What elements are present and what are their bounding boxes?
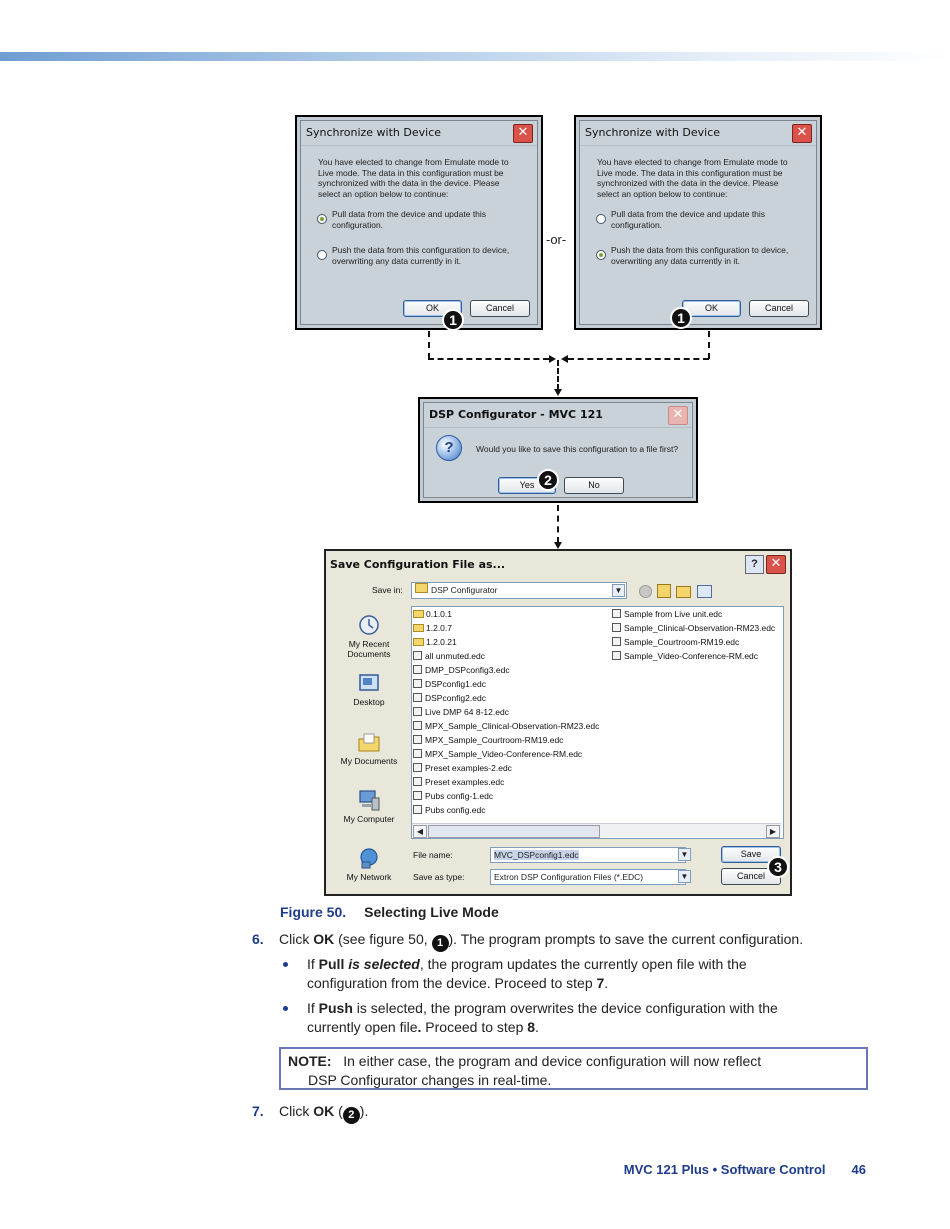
file-name: DSPconfig1.edc [425,679,486,689]
file-name: Sample from Live unit.edc [624,609,723,619]
option-push-label: Push the data from this configuration to device, overwriting any data currently in it. [611,245,789,266]
scroll-right-icon[interactable]: ▶ [766,825,780,838]
cancel-button[interactable]: Cancel [749,300,809,317]
file-name: Live DMP 64 8-12.edc [425,707,509,717]
radio-push[interactable] [317,250,327,260]
text: currently open file [307,1019,418,1035]
file-name: MPX_Sample_Video-Conference-RM.edc [425,749,583,759]
file-name: Sample_Video-Conference-RM.edc [624,651,759,661]
bullet-push-text [307,999,778,1037]
file-name-input[interactable] [490,847,686,863]
text: is selected, the program overwrites the device configuration with the [352,1000,778,1016]
views-menu-icon[interactable] [697,585,712,598]
or-label: -or- [546,232,567,247]
step-ref: 7 [596,975,605,991]
note-box [279,1047,868,1090]
question-icon: ? [436,435,462,461]
place-label: My Network [346,872,392,882]
note-label: NOTE: [288,1053,332,1069]
dialog-title: Save Configuration File as... [330,558,506,571]
chevron-down-icon[interactable]: ▼ [678,870,691,883]
connector-line [428,331,430,359]
no-button[interactable]: No [564,477,624,494]
file-item[interactable] [413,735,563,746]
close-icon[interactable]: ✕ [513,124,533,143]
page-footer [624,1162,866,1177]
file-item[interactable] [612,651,758,662]
file-item[interactable] [413,693,486,704]
place-my-network[interactable] [337,847,401,882]
page-number: 46 [851,1162,866,1177]
text: configuration from the device. Proceed to step [307,975,597,991]
sync-dialog-pull [295,115,543,330]
file-name: 0.1.0.1 [426,609,452,619]
file-name: Pubs config-1.edc [425,791,494,801]
step-number: 6. [252,931,264,947]
dialog-message: Would you like to save this configuration to a file first? [476,444,679,454]
file-name: Preset examples.edc [425,777,505,787]
connector-line [568,358,709,360]
file-item[interactable] [413,749,582,760]
file-icon [413,777,422,786]
file-icon [413,651,422,660]
radio-pull[interactable] [317,214,327,224]
place-my-documents[interactable] [337,731,401,766]
bullet [283,962,288,967]
dialog-message: You have elected to change from Emulate mode to Live mode. The data in this configuration must be synchronized with the data in the device. Please select an option below to continue: [597,157,788,199]
close-icon[interactable]: ✕ [668,406,688,425]
close-icon[interactable]: ✕ [766,555,786,574]
save-in-select[interactable] [411,582,627,599]
callout-1: 1 [442,309,464,331]
push-bold: Push [318,1000,353,1016]
file-name: Sample_Courtroom-RM19.edc [624,637,740,647]
text: . [417,1019,422,1035]
folder-icon [413,624,424,632]
ok-bold: OK [313,931,335,947]
recent-documents-icon [357,614,381,636]
file-icon [413,693,422,702]
save-type-label: Save as type: [413,872,465,882]
new-folder-icon[interactable] [676,586,691,598]
dialog-title: Synchronize with Device [580,121,816,146]
dialog-message: You have elected to change from Emulate mode to Live mode. The data in this configuration must be synchronized with the data in the device. Please select an option below to continue: [318,157,509,199]
file-name: Sample_Clinical-Observation-RM23.edc [624,623,776,633]
help-button[interactable]: ? [745,555,764,574]
text: Click [279,1103,314,1119]
file-icon [612,623,621,632]
folder-item[interactable] [413,637,457,648]
cancel-button[interactable]: Cancel [721,868,781,885]
step-6-text [279,930,803,952]
step-ref: 8 [527,1019,536,1035]
file-name: Preset examples-2.edc [425,763,512,773]
save-type-value: Extron DSP Configuration Files (*.EDC) [494,872,644,882]
bullet-pull-text [307,955,747,993]
save-in-label: Save in: [372,585,403,595]
callout-3: 3 [767,856,789,878]
callout-1: 1 [432,935,449,952]
close-icon[interactable]: ✕ [792,124,812,143]
footer-title: MVC 121 Plus • Software Control [623,1162,826,1177]
text: ). The program prompts to save the current configuration. [448,931,804,947]
radio-pull[interactable] [596,214,606,224]
pull-bold: Pull [318,956,345,972]
place-label: My Recent Documents [347,639,391,659]
note-line2: DSP Configurator changes in real-time. [308,1072,552,1088]
file-item[interactable] [413,651,485,662]
figure-caption [280,904,499,920]
file-name: MPX_Sample_Courtroom-RM19.edc [425,735,564,745]
figure-number: Figure 50. [280,904,347,920]
file-icon [612,651,621,660]
ok-button[interactable]: OK [403,300,462,317]
file-name: 1.2.0.21 [426,637,457,647]
file-icon [612,609,621,618]
text: Click [279,931,314,947]
folder-icon [413,610,424,618]
cancel-button[interactable]: Cancel [470,300,530,317]
save-type-select[interactable] [490,869,686,885]
save-in-value: DSP Configurator [431,585,498,595]
place-my-computer[interactable] [337,789,401,824]
file-name: MPX_Sample_Clinical-Observation-RM23.edc [425,721,600,731]
connector-line [557,360,559,390]
option-push-label: Push the data from this configuration to device, overwriting any data currently in it. [332,245,510,266]
text: . [604,975,609,991]
file-icon [413,805,422,814]
back-icon[interactable] [639,585,652,598]
file-name: Pubs config.edc [425,805,486,815]
scroll-left-icon[interactable]: ◀ [413,825,427,838]
file-item[interactable] [413,763,512,774]
file-name-value: MVC_DSPconfig1.edc [494,850,579,860]
figure-title: Selecting Live Mode [364,904,499,920]
file-name-label: File name: [413,850,453,860]
connector-line [428,358,549,360]
my-documents-icon [357,731,381,753]
file-icon [413,665,422,674]
file-icon [413,763,422,772]
option-pull-label: Pull data from the device and update this configuration. [611,209,766,230]
step-7-text [279,1102,368,1124]
file-item[interactable] [413,791,493,802]
yes-button[interactable]: Yes [498,477,556,494]
text: Proceed to step [421,1019,528,1035]
callout-1: 1 [670,307,692,329]
folder-icon [415,583,428,593]
text: (see figure 50, [334,931,432,947]
chevron-down-icon[interactable]: ▼ [612,584,625,597]
chevron-down-icon[interactable]: ▼ [678,848,691,861]
file-item[interactable] [612,609,722,620]
sync-dialog-push [574,115,822,330]
file-item[interactable] [612,623,775,634]
place-label: Desktop [353,697,385,707]
dsp-save-prompt-dialog [418,397,698,503]
file-item[interactable] [413,721,599,732]
file-icon [413,749,422,758]
ok-button[interactable]: OK [682,300,741,317]
text: If [307,956,319,972]
file-icon [413,707,422,716]
up-folder-icon[interactable] [657,584,671,598]
file-item[interactable] [413,777,504,788]
bullet [283,1006,288,1011]
step-number: 7. [252,1103,264,1119]
scroll-thumb[interactable] [428,825,600,838]
file-item[interactable] [413,665,510,676]
file-name: DMP_DSPconfig3.edc [425,665,510,675]
place-my-recent-documents[interactable] [337,614,401,659]
file-name: 1.2.0.7 [426,623,452,633]
text: , the program updates the currently open file with the [419,956,747,972]
folder-item[interactable] [413,609,452,620]
place-label: My Computer [343,814,395,824]
callout-2: 2 [537,469,559,491]
file-icon [413,721,422,730]
arrow-left-icon [561,355,568,363]
place-desktop[interactable] [337,672,401,707]
radio-push[interactable] [596,250,606,260]
arrow-down-icon [554,389,562,396]
file-icon [413,735,422,744]
my-network-icon [357,847,381,869]
folder-icon [413,638,424,646]
file-name: all unmuted.edc [425,651,486,661]
folder-item[interactable] [413,623,452,634]
file-icon [612,637,621,646]
option-pull-label: Pull data from the device and update this configuration. [332,209,487,230]
connector-line [557,505,559,543]
place-label: My Documents [340,756,398,766]
dialog-title: DSP Configurator - MVC 121 [424,403,692,428]
file-item[interactable] [413,805,485,816]
text: If [307,1000,319,1016]
callout-2: 2 [343,1107,360,1124]
text: . [535,1019,539,1035]
text: ). [359,1103,369,1119]
is-selected-bold: is selected [348,956,420,972]
dialog-title: Synchronize with Device [301,121,537,146]
file-item[interactable] [612,637,739,648]
horizontal-scrollbar[interactable] [412,823,781,837]
connector-line [708,331,710,359]
ok-bold: OK [313,1103,335,1119]
file-icon [413,791,422,800]
file-item[interactable] [413,707,509,718]
my-computer-icon [357,789,381,811]
text: ( [334,1103,343,1119]
header-color-bar [0,52,950,61]
file-icon [413,679,422,688]
save-button[interactable]: Save [721,846,781,863]
arrow-down-icon [554,542,562,549]
arrow-right-icon [549,355,556,363]
file-item[interactable] [413,679,486,690]
note-line1: In either case, the program and device configuration will now reflect [343,1053,762,1069]
file-name: DSPconfig2.edc [425,693,486,703]
desktop-icon [357,672,381,694]
